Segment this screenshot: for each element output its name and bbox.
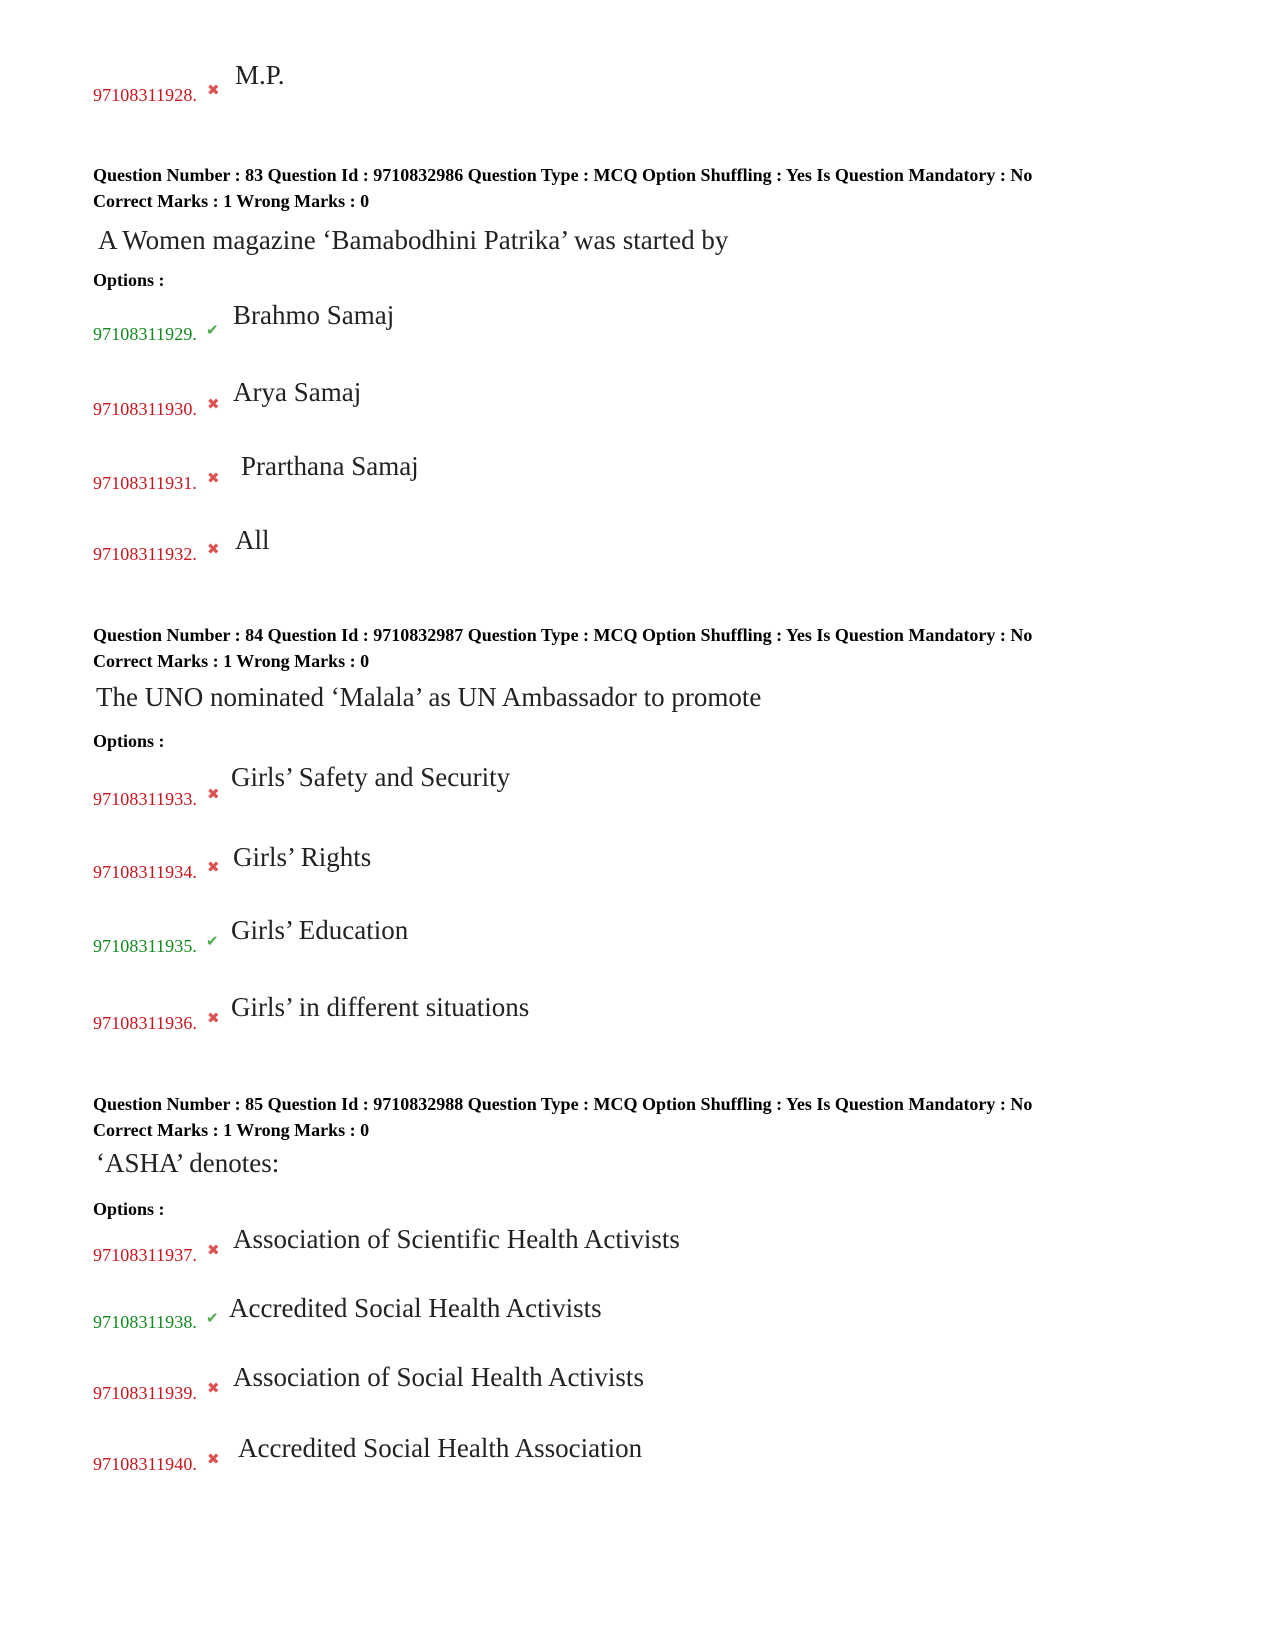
question-meta: Question Number : 84 Question Id : 9710832987 Question Type : MCQ Option Shuffling : Yes Is Question Mandatory : No xyxy=(93,625,1033,645)
cross-icon: ✖ xyxy=(207,785,220,803)
question-text: A Women magazine ‘Bamabodhini Patrika’ was started by xyxy=(98,225,729,255)
option-text: Association of Scientific Health Activists xyxy=(233,1224,680,1254)
check-icon: ✔ xyxy=(206,932,219,950)
cross-icon: ✖ xyxy=(207,395,220,413)
option-id: 97108311933. xyxy=(93,789,198,809)
option-id: 97108311935. xyxy=(93,936,198,956)
option-text: Brahmo Samaj xyxy=(233,300,395,330)
options-label: Options : xyxy=(93,270,165,290)
option-text: All xyxy=(235,525,270,555)
option-id: 97108311930. xyxy=(93,399,198,419)
option-text: Girls’ in different situations xyxy=(231,992,530,1022)
cross-icon: ✖ xyxy=(207,1241,220,1259)
options-label: Options : xyxy=(93,1199,165,1219)
option-text: Prarthana Samaj xyxy=(241,451,419,481)
option-id: 97108311937. xyxy=(93,1245,198,1265)
option-id: 97108311932. xyxy=(93,544,198,564)
options-label: Options : xyxy=(93,731,165,751)
option-text: Arya Samaj xyxy=(233,377,362,407)
option-id: 97108311928. xyxy=(93,85,198,105)
question-marks: Correct Marks : 1 Wrong Marks : 0 xyxy=(93,1120,370,1140)
option-id: 97108311938. xyxy=(93,1312,198,1332)
check-icon: ✔ xyxy=(206,321,219,339)
cross-icon: ✖ xyxy=(207,1379,220,1397)
question-meta: Question Number : 83 Question Id : 9710832986 Question Type : MCQ Option Shuffling : Yes Is Question Mandatory : No xyxy=(93,165,1033,185)
cross-icon: ✖ xyxy=(207,1009,220,1027)
check-icon: ✔ xyxy=(206,1309,219,1327)
option-text: Accredited Social Health Association xyxy=(238,1433,643,1463)
option-text: Girls’ Rights xyxy=(233,842,372,872)
option-id: 97108311940. xyxy=(93,1454,198,1474)
option-id: 97108311936. xyxy=(93,1013,198,1033)
question-marks: Correct Marks : 1 Wrong Marks : 0 xyxy=(93,191,370,211)
option-id: 97108311931. xyxy=(93,473,198,493)
option-text: Association of Social Health Activists xyxy=(233,1362,644,1392)
option-text: Girls’ Safety and Security xyxy=(231,762,511,792)
cross-icon: ✖ xyxy=(207,858,220,876)
option-id: 97108311929. xyxy=(93,324,198,344)
option-id: 97108311934. xyxy=(93,862,198,882)
question-meta: Question Number : 85 Question Id : 9710832988 Question Type : MCQ Option Shuffling : Yes Is Question Mandatory : No xyxy=(93,1094,1033,1114)
question-marks: Correct Marks : 1 Wrong Marks : 0 xyxy=(93,651,370,671)
cross-icon: ✖ xyxy=(207,540,220,558)
question-text: The UNO nominated ‘Malala’ as UN Ambassador to promote xyxy=(96,682,762,712)
option-text: M.P. xyxy=(235,60,285,90)
cross-icon: ✖ xyxy=(207,81,220,99)
option-text: Girls’ Education xyxy=(231,915,409,945)
question-text: ‘ASHA’ denotes: xyxy=(96,1148,280,1178)
cross-icon: ✖ xyxy=(207,1450,220,1468)
option-id: 97108311939. xyxy=(93,1383,198,1403)
option-text: Accredited Social Health Activists xyxy=(229,1293,602,1323)
cross-icon: ✖ xyxy=(207,469,220,487)
